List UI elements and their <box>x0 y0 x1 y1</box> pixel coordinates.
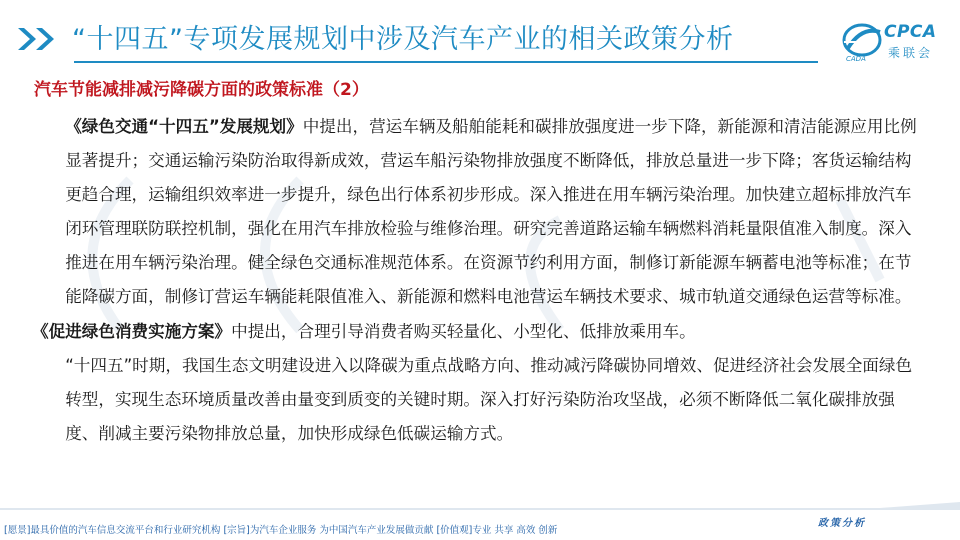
footer-values-text: 专业 共享 高效 创新 <box>472 525 558 536</box>
paragraph-text: 中提出，营运车辆及船舶能耗和碳排放强度进一步下降，新能源和清洁能源应用比例显著提升；交通运输污染防治取得新成效，营运车船污染物排放强度不断降低，排放总量进一步下降；客货运输结构更趋合理，运输组织效率进一步提升，绿色出行体系初步形成。深入推进在用车辆污染治理。加快建立超标排放汽车闭环管理联防联控机制，强化在用汽车排放检验与维修治理。研究完善道路运输车辆燃料消耗量限值准入制度。深入推进在用车辆污染治理。健全绿色交通标准规范体系。在资源节约利用方面，制修订新能源车辆蓄电池等标准；在节能降碳方面，制修订营运车辆能耗限值准入、新能源和燃料电池营运车辆技术要求、城市轨道交通绿色运营等标准。 <box>65 117 917 307</box>
logo-wordmark: CPCA <box>884 22 937 42</box>
body-content <box>32 110 922 451</box>
paragraph-eco-civilization: “十四五”时期，我国生态文明建设进入以降碳为重点战略方向、推动减污降碳协同增效、促进经济社会发展全面绿色转型，实现生态环境质量改善由量变到质变的关键时期。深入打好污染防治攻坚战，必须不断降低二氧化碳排放强度、削减主要污染物排放总量，加快形成绿色低碳运输方式。 <box>65 355 913 443</box>
logo-chinese-name: 乘联会 <box>888 46 934 60</box>
footer-divider <box>0 508 960 510</box>
footer-vision-text: 最具价值的汽车信息交流平台和行业研究机构 <box>30 525 221 536</box>
footer-values-tag: [价值观] <box>436 525 473 536</box>
footer-section-label: 政策分析 <box>818 518 866 529</box>
title-underline <box>74 61 818 63</box>
document-title-green-consumption: 《促进绿色消费实施方案》 <box>32 321 232 341</box>
document-title-green-transport: 《绿色交通“十四五”发展规划》 <box>65 117 303 136</box>
page-title: “十四五”专项发展规划中涉及汽车产业的相关政策分析 <box>72 24 734 55</box>
footer-purpose-tag: [宗旨] <box>223 525 250 536</box>
footer-slogan <box>4 522 557 536</box>
corner-decoration-icon <box>880 500 960 510</box>
footer-purpose-text: 为汽车企业服务 为中国汽车产业发展做贡献 <box>249 525 434 536</box>
paragraph-green-consumption <box>32 315 922 349</box>
paragraph-green-transport <box>32 110 922 315</box>
logo-small-text: CADA <box>846 55 866 63</box>
footer-vision-tag: [愿景] <box>4 525 31 536</box>
double-chevron-right-icon <box>16 26 60 52</box>
paragraph-text: 中提出，合理引导消费者购买轻量化、小型化、低排放乘用车。 <box>231 321 696 341</box>
section-heading: 汽车节能减排减污降碳方面的政策标准（2） <box>34 80 369 100</box>
